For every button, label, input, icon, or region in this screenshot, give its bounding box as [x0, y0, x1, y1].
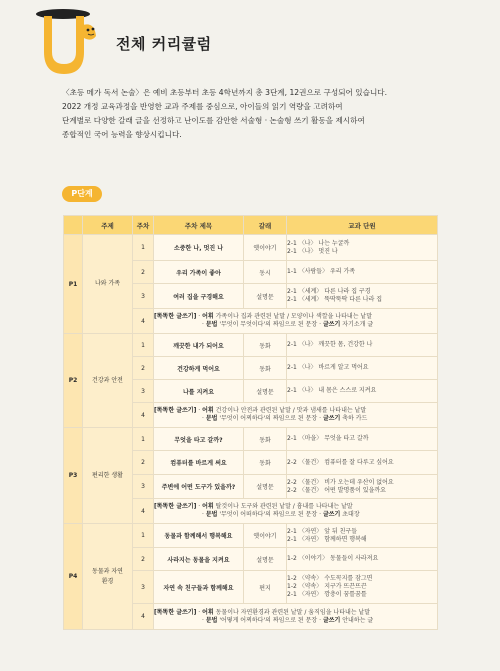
unit-line: 1-2 〈이야기〉 동물들이 사라져요 [287, 555, 379, 562]
header-theme: 주제 [83, 216, 133, 235]
writing-line: · 문법 '무엇이 어떠하다'의 짜임으로 된 문장 · 글쓰기 초대장 [202, 511, 360, 518]
vocab-key: 어휘 [202, 608, 214, 616]
writing-line: · 문법 '어떻게 어찌하다'의 짜임으로 된 문장 · 글쓰기 안내하는 글 [202, 616, 374, 624]
intro-line: 단계별로 다양한 갈래 글을 선정하고 난이도를 감안한 서술형 · 논술형 쓰기 활동을 제시하여 [62, 116, 365, 125]
table-row [64, 428, 438, 451]
grammar-key: 문법 [205, 511, 218, 518]
intro-line: 종합적인 국어 능력을 향상시킵니다. [62, 130, 182, 139]
vocab-key: 어휘 [202, 313, 214, 320]
unit-line: 2-1 〈나〉 깨끗한 몸, 건강한 나 [287, 341, 373, 348]
header-week: 주차 [133, 216, 154, 235]
genre-cell: 동화 [244, 334, 287, 357]
writing-line: · 문법 '무엇이 어찌하다'의 짜임으로 된 문장 · 글쓰기 축하 카드 [202, 415, 368, 422]
unit-line: 2-1 〈마을〉 무엇을 타고 갈까 [287, 435, 369, 442]
genre-cell: 설명문 [244, 380, 287, 403]
unit-line: 2-1 〈나〉 바르게 알고 먹어요 [287, 364, 369, 371]
writing-key: 글쓰기 [322, 616, 341, 624]
unit-line: 2-1 〈세계〉 뚝딱뚝딱 다른 나라 집 [287, 296, 383, 303]
unit-line: 1-2 〈약속〉 지구가 뜨끈뜨끈 [287, 583, 367, 590]
table-header-row [64, 216, 438, 235]
week-title: 건강하게 먹어요 [154, 357, 244, 380]
grammar-key: 문법 [205, 616, 218, 624]
genre-cell: 동시 [244, 261, 287, 284]
week-number: 2 [133, 548, 154, 571]
week-number: 2 [133, 357, 154, 380]
writing-activity [154, 403, 438, 428]
unit-line: 1-1 〈사람들〉 우리 가족 [287, 268, 356, 275]
writing-label: [똑똑한 글쓰기] [154, 407, 197, 414]
unit-cell [287, 524, 438, 548]
week-number: 1 [133, 235, 154, 261]
writing-text: 초대장 [342, 511, 360, 518]
vocab-key: 어휘 [202, 407, 214, 414]
vocab-text: 동물이나 자연환경과 관련된 낱말 / 움직임을 나타내는 낱말 [215, 608, 371, 616]
week-title: 소중한 나, 멋진 나 [154, 235, 244, 261]
writing-label: [똑똑한 글쓰기] [154, 503, 197, 510]
grammar-text: '무엇이 어떠하다'의 짜임으로 된 문장 [219, 511, 318, 518]
unit-line: 1-2 〈약속〉 수도꼭지를 잠그면 [287, 575, 373, 582]
week-number: 2 [133, 261, 154, 284]
genre-cell: 동화 [244, 451, 287, 475]
theme-cell: 동물과 자연환경 [83, 524, 133, 630]
week-title: 주변에 어떤 도구가 있을까? [154, 475, 244, 499]
theme-cell: 건강과 안전 [83, 334, 133, 428]
unit-line: 2-2 〈물건〉 비가 오는데 우산이 없어요 [287, 478, 394, 486]
vocab-text: 건강이나 안전과 관련된 낱말 / 맛과 냄새를 나타내는 낱말 [215, 407, 367, 414]
unit-cell [287, 548, 438, 571]
unit-cell [287, 475, 438, 499]
week-title: 나를 지켜요 [154, 380, 244, 403]
writing-activity [154, 604, 438, 630]
writing-text: 안내하는 글 [342, 616, 374, 624]
week-title: 사라지는 동물을 지켜요 [154, 548, 244, 571]
table-row [64, 524, 438, 548]
vocab-text: 가족이나 집과 관련된 낱말 / 모양이나 색깔을 나타내는 낱말 [215, 313, 372, 320]
genre-cell: 설명문 [244, 284, 287, 309]
stage-badge: P단계 [62, 186, 102, 202]
level-cell: P2 [64, 334, 83, 428]
genre-cell: 설명문 [244, 475, 287, 499]
page-title: 전체 커리큘럼 [116, 35, 212, 53]
week-title: 여러 집을 구경해요 [154, 284, 244, 309]
table-row [64, 334, 438, 357]
writing-label: [똑똑한 글쓰기] [154, 608, 197, 616]
week-number: 2 [133, 451, 154, 475]
writing-line: · 문법 '무엇이 무엇이다'의 짜임으로 된 문장 · 글쓰기 자기소개 글 [202, 321, 374, 328]
header-unit: 교과 단원 [287, 216, 438, 235]
intro-line: 〈초등 메가 독서 논술〉은 예비 초등부터 초등 4학년까지 총 3단계, 12권으로 구성되어 있습니다. [62, 88, 388, 97]
week-title: 자연 속 친구들과 함께해요 [154, 571, 244, 604]
grammar-text: '무엇이 어찌하다'의 짜임으로 된 문장 [219, 415, 318, 422]
unit-line: 2-2 〈물건〉 컴퓨터를 잘 다루고 싶어요 [287, 458, 394, 466]
unit-cell [287, 380, 438, 403]
week-number: 4 [133, 309, 154, 334]
theme-cell: 편리한 생활 [83, 428, 133, 524]
unit-line: 2-1 〈나〉 멋진 나 [287, 247, 338, 255]
unit-cell [287, 235, 438, 261]
writing-activity [154, 499, 438, 524]
unit-cell [287, 428, 438, 451]
week-number: 4 [133, 499, 154, 524]
week-number: 1 [133, 334, 154, 357]
unit-line: 2-1 〈세계〉 다른 나라 집 구경 [287, 288, 371, 295]
level-cell: P3 [64, 428, 83, 524]
unit-line: 2-2 〈물건〉 어떤 발명품이 있을까요 [287, 486, 386, 494]
unit-line: 2-1 〈자연〉 함께하면 행복해 [287, 535, 367, 543]
unit-line: 2-1 〈자연〉 깡충이 꿈틀꿈틀 [287, 591, 367, 598]
header-level [64, 216, 83, 235]
curriculum-table [63, 215, 438, 630]
writing-line: [똑똑한 글쓰기] · 어휘 건강이나 안전과 관련된 낱말 / 맛과 냄새를 나타내는 낱말 [154, 407, 367, 414]
week-number: 4 [133, 604, 154, 630]
writing-text: 축하 카드 [342, 415, 368, 422]
unit-cell [287, 284, 438, 309]
writing-activity [154, 309, 438, 334]
unit-cell [287, 357, 438, 380]
genre-cell: 설명문 [244, 548, 287, 571]
intro-text [62, 86, 462, 142]
mascot-illustration [32, 8, 106, 78]
week-number: 3 [133, 284, 154, 309]
week-number: 3 [133, 380, 154, 403]
unit-cell [287, 451, 438, 475]
table-row [64, 235, 438, 261]
grammar-text: '어떻게 어찌하다'의 짜임으로 된 문장 [219, 616, 318, 624]
genre-cell: 편지 [244, 571, 287, 604]
level-cell: P4 [64, 524, 83, 630]
week-title: 깨끗한 내가 되어요 [154, 334, 244, 357]
header-genre: 갈래 [244, 216, 287, 235]
unit-line: 2-1 〈나〉 나는 누굴까 [287, 239, 350, 247]
genre-cell: 동화 [244, 357, 287, 380]
level-cell: P1 [64, 235, 83, 334]
unit-cell [287, 571, 438, 604]
writing-label: [똑똑한 글쓰기] [154, 313, 197, 320]
unit-cell [287, 261, 438, 284]
week-title: 동물과 함께해서 행복해요 [154, 524, 244, 548]
genre-cell: 옛이야기 [244, 524, 287, 548]
intro-line: 2022 개정 교육과정을 반영한 교과 주제를 중심으로, 아이들의 읽기 역량을 고려하여 [62, 102, 343, 111]
week-title: 컴퓨터를 바르게 써요 [154, 451, 244, 475]
writing-key: 글쓰기 [322, 415, 341, 422]
week-number: 1 [133, 428, 154, 451]
week-number: 1 [133, 524, 154, 548]
vocab-key: 어휘 [202, 503, 214, 510]
writing-key: 글쓰기 [322, 321, 341, 328]
week-title: 무엇을 타고 갈까? [154, 428, 244, 451]
theme-cell: 나와 가족 [83, 235, 133, 334]
unit-line: 2-1 〈자연〉 앞 뒤 친구들 [287, 527, 358, 535]
genre-cell: 동화 [244, 428, 287, 451]
grammar-key: 문법 [205, 415, 218, 422]
writing-line: [똑똑한 글쓰기] · 어휘 가족이나 집과 관련된 낱말 / 모양이나 색깔을 나타내는 낱말 [154, 313, 372, 320]
writing-key: 글쓰기 [322, 511, 341, 518]
genre-cell: 옛이야기 [244, 235, 287, 261]
week-number: 4 [133, 403, 154, 428]
grammar-text: '무엇이 무엇이다'의 짜임으로 된 문장 [219, 321, 318, 328]
header-title: 주차 제목 [154, 216, 244, 235]
week-number: 3 [133, 571, 154, 604]
week-number: 3 [133, 475, 154, 499]
writing-line: [똑똑한 글쓰기] · 어휘 탈것이나 도구와 관련된 낱말 / 흉내를 나타내는 낱말 [154, 503, 353, 510]
vocab-text: 탈것이나 도구와 관련된 낱말 / 흉내를 나타내는 낱말 [215, 503, 353, 510]
week-title: 우리 가족이 좋아 [154, 261, 244, 284]
unit-line: 2-1 〈나〉 내 몸은 스스로 지켜요 [287, 387, 377, 394]
unit-cell [287, 334, 438, 357]
writing-text: 자기소개 글 [342, 321, 374, 328]
grammar-key: 문법 [205, 321, 218, 328]
writing-line: [똑똑한 글쓰기] · 어휘 동물이나 자연환경과 관련된 낱말 / 움직임을 나타내는 낱말 [154, 608, 371, 616]
